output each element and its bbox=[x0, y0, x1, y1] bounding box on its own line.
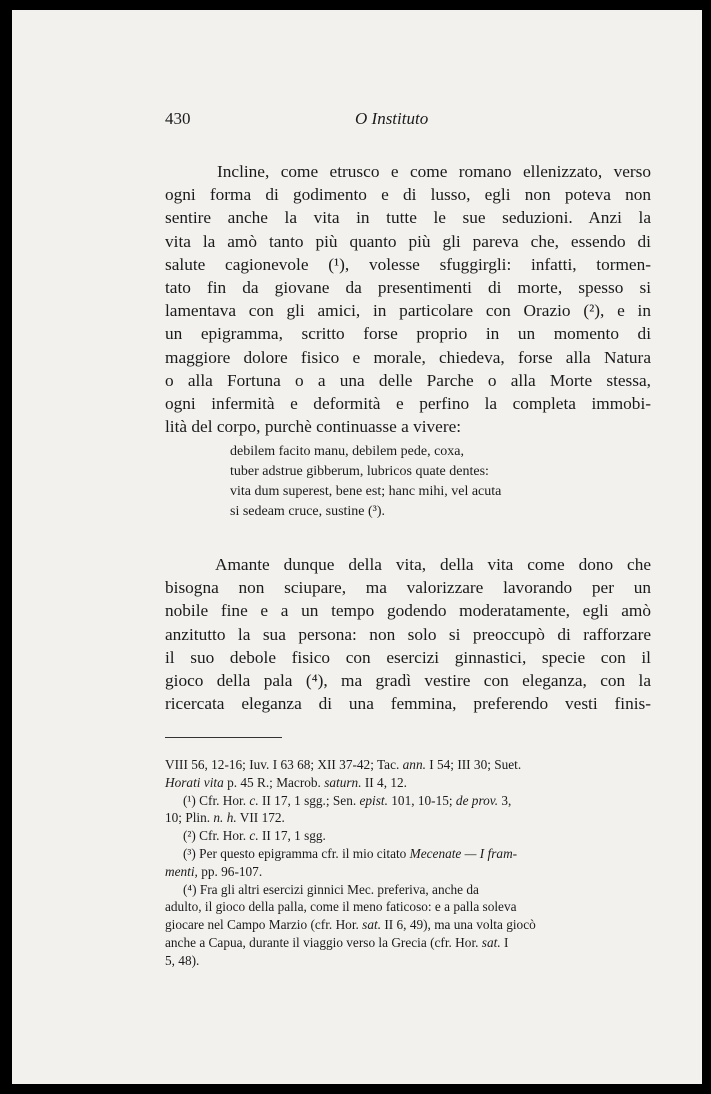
verse-line: tuber adstrue gibberum, lubricos quate dentes: bbox=[230, 464, 489, 479]
text-line: anzitutto la sua persona: non solo si preoccupò di rafforzare bbox=[165, 624, 651, 644]
text-line: maggiore dolore fisico e morale, chiedeva, forse alla Natura bbox=[165, 347, 651, 367]
footnote-italic: saturn. bbox=[324, 774, 362, 790]
footnote-text: Cfr. Hor. bbox=[199, 792, 247, 808]
text-line: ogni forma di godimento e di lusso, egli non poteva non bbox=[165, 185, 651, 205]
footnote-4-cont bbox=[165, 952, 651, 970]
footnote-4-cont bbox=[165, 934, 651, 952]
footnote-text: Fra gli altri esercizi ginnici Mec. preferiva, anche da bbox=[199, 881, 479, 897]
footnote-marker: (¹) bbox=[183, 792, 196, 808]
footnote-text: adulto, il gioco della palla, come il meno faticoso: e a palla soleva bbox=[165, 899, 517, 915]
footnote-text: 101, 10-15; bbox=[391, 792, 453, 808]
footnote-text: 10; Plin. bbox=[165, 810, 211, 826]
text-line: salute cagionevole (¹), volesse sfuggirgli: infatti, tormen- bbox=[165, 254, 651, 274]
footnote-text: II 17, 1 sgg. bbox=[261, 828, 326, 844]
footnote-italic: Horati vita bbox=[165, 774, 224, 790]
footnote-marker: (⁴) bbox=[183, 881, 197, 897]
footnote-italic: c. bbox=[249, 792, 259, 808]
text-line: o alla Fortuna o a una delle Parche o alla Morte stessa, bbox=[165, 370, 651, 390]
footnote-marker: (³) bbox=[183, 845, 196, 861]
footnote-text: anche a Capua, durante il viaggio verso la Grecia (cfr. Hor. bbox=[165, 934, 479, 950]
footnote-text: II 4, 12. bbox=[364, 774, 407, 790]
footnote-3 bbox=[165, 845, 651, 863]
text-line: tato fin da giovane da presentimenti di morte, spesso si bbox=[165, 278, 651, 298]
text-line: lamentava con gli amici, in particolare con Orazio (²), e in bbox=[165, 301, 651, 321]
footnote-text: VIII 56, 12-16; Iuv. I 63 68; XII 37-42; Tac. bbox=[165, 757, 400, 772]
footnote-1 bbox=[165, 792, 651, 810]
footnote-italic: sat. bbox=[481, 934, 501, 950]
paragraph-2 bbox=[165, 553, 651, 715]
footnote-text: II 17, 1 sgg.; Sen. bbox=[261, 792, 357, 808]
footnote-3-cont bbox=[165, 863, 651, 881]
footnote-text: VII 172. bbox=[239, 810, 285, 826]
text-line: Incline, come etrusco e come romano ellenizzato, verso bbox=[217, 162, 651, 181]
footnote-italic: n. h. bbox=[213, 810, 237, 826]
footnote-marker: (²) bbox=[183, 828, 196, 844]
footnote-text: I bbox=[503, 934, 509, 950]
footnote-text: p. 45 R.; Macrob. bbox=[227, 774, 321, 790]
text-line: lità del corpo, purchè continuasse a vivere: bbox=[165, 417, 462, 437]
footnote-italic: ann. bbox=[402, 757, 426, 772]
footnote-continued-line bbox=[165, 756, 651, 774]
text-line: un epigramma, scritto forse proprio in un momento di bbox=[165, 324, 651, 344]
footnote-4-cont bbox=[165, 916, 651, 934]
text-line: gioco della pala (⁴), ma gradì vestire con eleganza, con la bbox=[165, 671, 651, 691]
footnote-continued-line bbox=[165, 774, 651, 792]
footnote-text: II 6, 49), ma una volta giocò bbox=[384, 917, 536, 933]
verse-line: debilem facito manu, debilem pede, coxa, bbox=[230, 444, 465, 459]
footnote-italic: Mecenate — I fram- bbox=[409, 845, 518, 861]
epigram-quote bbox=[230, 442, 610, 522]
text-line: bisogna non sciupare, ma valorizzare lavorando per un bbox=[165, 578, 651, 598]
footnote-4-cont bbox=[165, 898, 651, 916]
verse-line: si sedeam cruce, sustine (³). bbox=[230, 504, 386, 519]
footnote-4 bbox=[165, 881, 651, 899]
text-line: vita la amò tanto più quanto più gli pareva che, essendo di bbox=[165, 231, 651, 251]
footnote-italic: epist. bbox=[359, 792, 388, 808]
verse-line: vita dum superest, bene est; hanc mihi, vel acuta bbox=[230, 484, 502, 499]
footnote-1-cont bbox=[165, 809, 651, 827]
page-header bbox=[165, 109, 645, 129]
footnote-italic: c. bbox=[249, 828, 259, 844]
footnote-text: Per questo epigramma cfr. il mio citato bbox=[199, 845, 407, 861]
text-line: il suo debole fisico con esercizi ginnastici, specie con il bbox=[165, 647, 651, 667]
footnote-text: pp. 96-107. bbox=[201, 863, 263, 879]
footnote-2 bbox=[165, 827, 651, 845]
text-line: ricercata eleganza di una femmina, preferendo vesti finis- bbox=[165, 694, 651, 714]
footnote-text: giocare nel Campo Marzio (cfr. Hor. bbox=[165, 917, 359, 933]
footnotes bbox=[165, 756, 651, 970]
text-line: ogni infermità e deformità e perfino la completa immobi- bbox=[165, 394, 651, 414]
running-title: O Instituto bbox=[355, 109, 429, 128]
paragraph-1 bbox=[165, 160, 651, 438]
book-page bbox=[12, 10, 702, 1084]
footnote-text: 5, 48). bbox=[165, 952, 200, 968]
footnote-separator bbox=[165, 737, 282, 738]
footnote-text: Cfr. Hor. bbox=[199, 828, 247, 844]
footnote-italic: sat. bbox=[362, 917, 382, 933]
footnote-italic: menti, bbox=[165, 863, 198, 879]
page-number: 430 bbox=[165, 109, 191, 128]
text-line: Amante dunque della vita, della vita come dono che bbox=[215, 555, 651, 574]
text-line: sentire anche la vita in tutte le sue seduzioni. Anzi la bbox=[165, 208, 651, 228]
footnote-text: 3, bbox=[501, 792, 512, 808]
footnote-text: I 54; III 30; Suet. bbox=[429, 757, 522, 772]
text-line: nobile fine e a un tempo godendo moderatamente, egli amò bbox=[165, 601, 651, 621]
footnote-italic: de prov. bbox=[455, 792, 499, 808]
